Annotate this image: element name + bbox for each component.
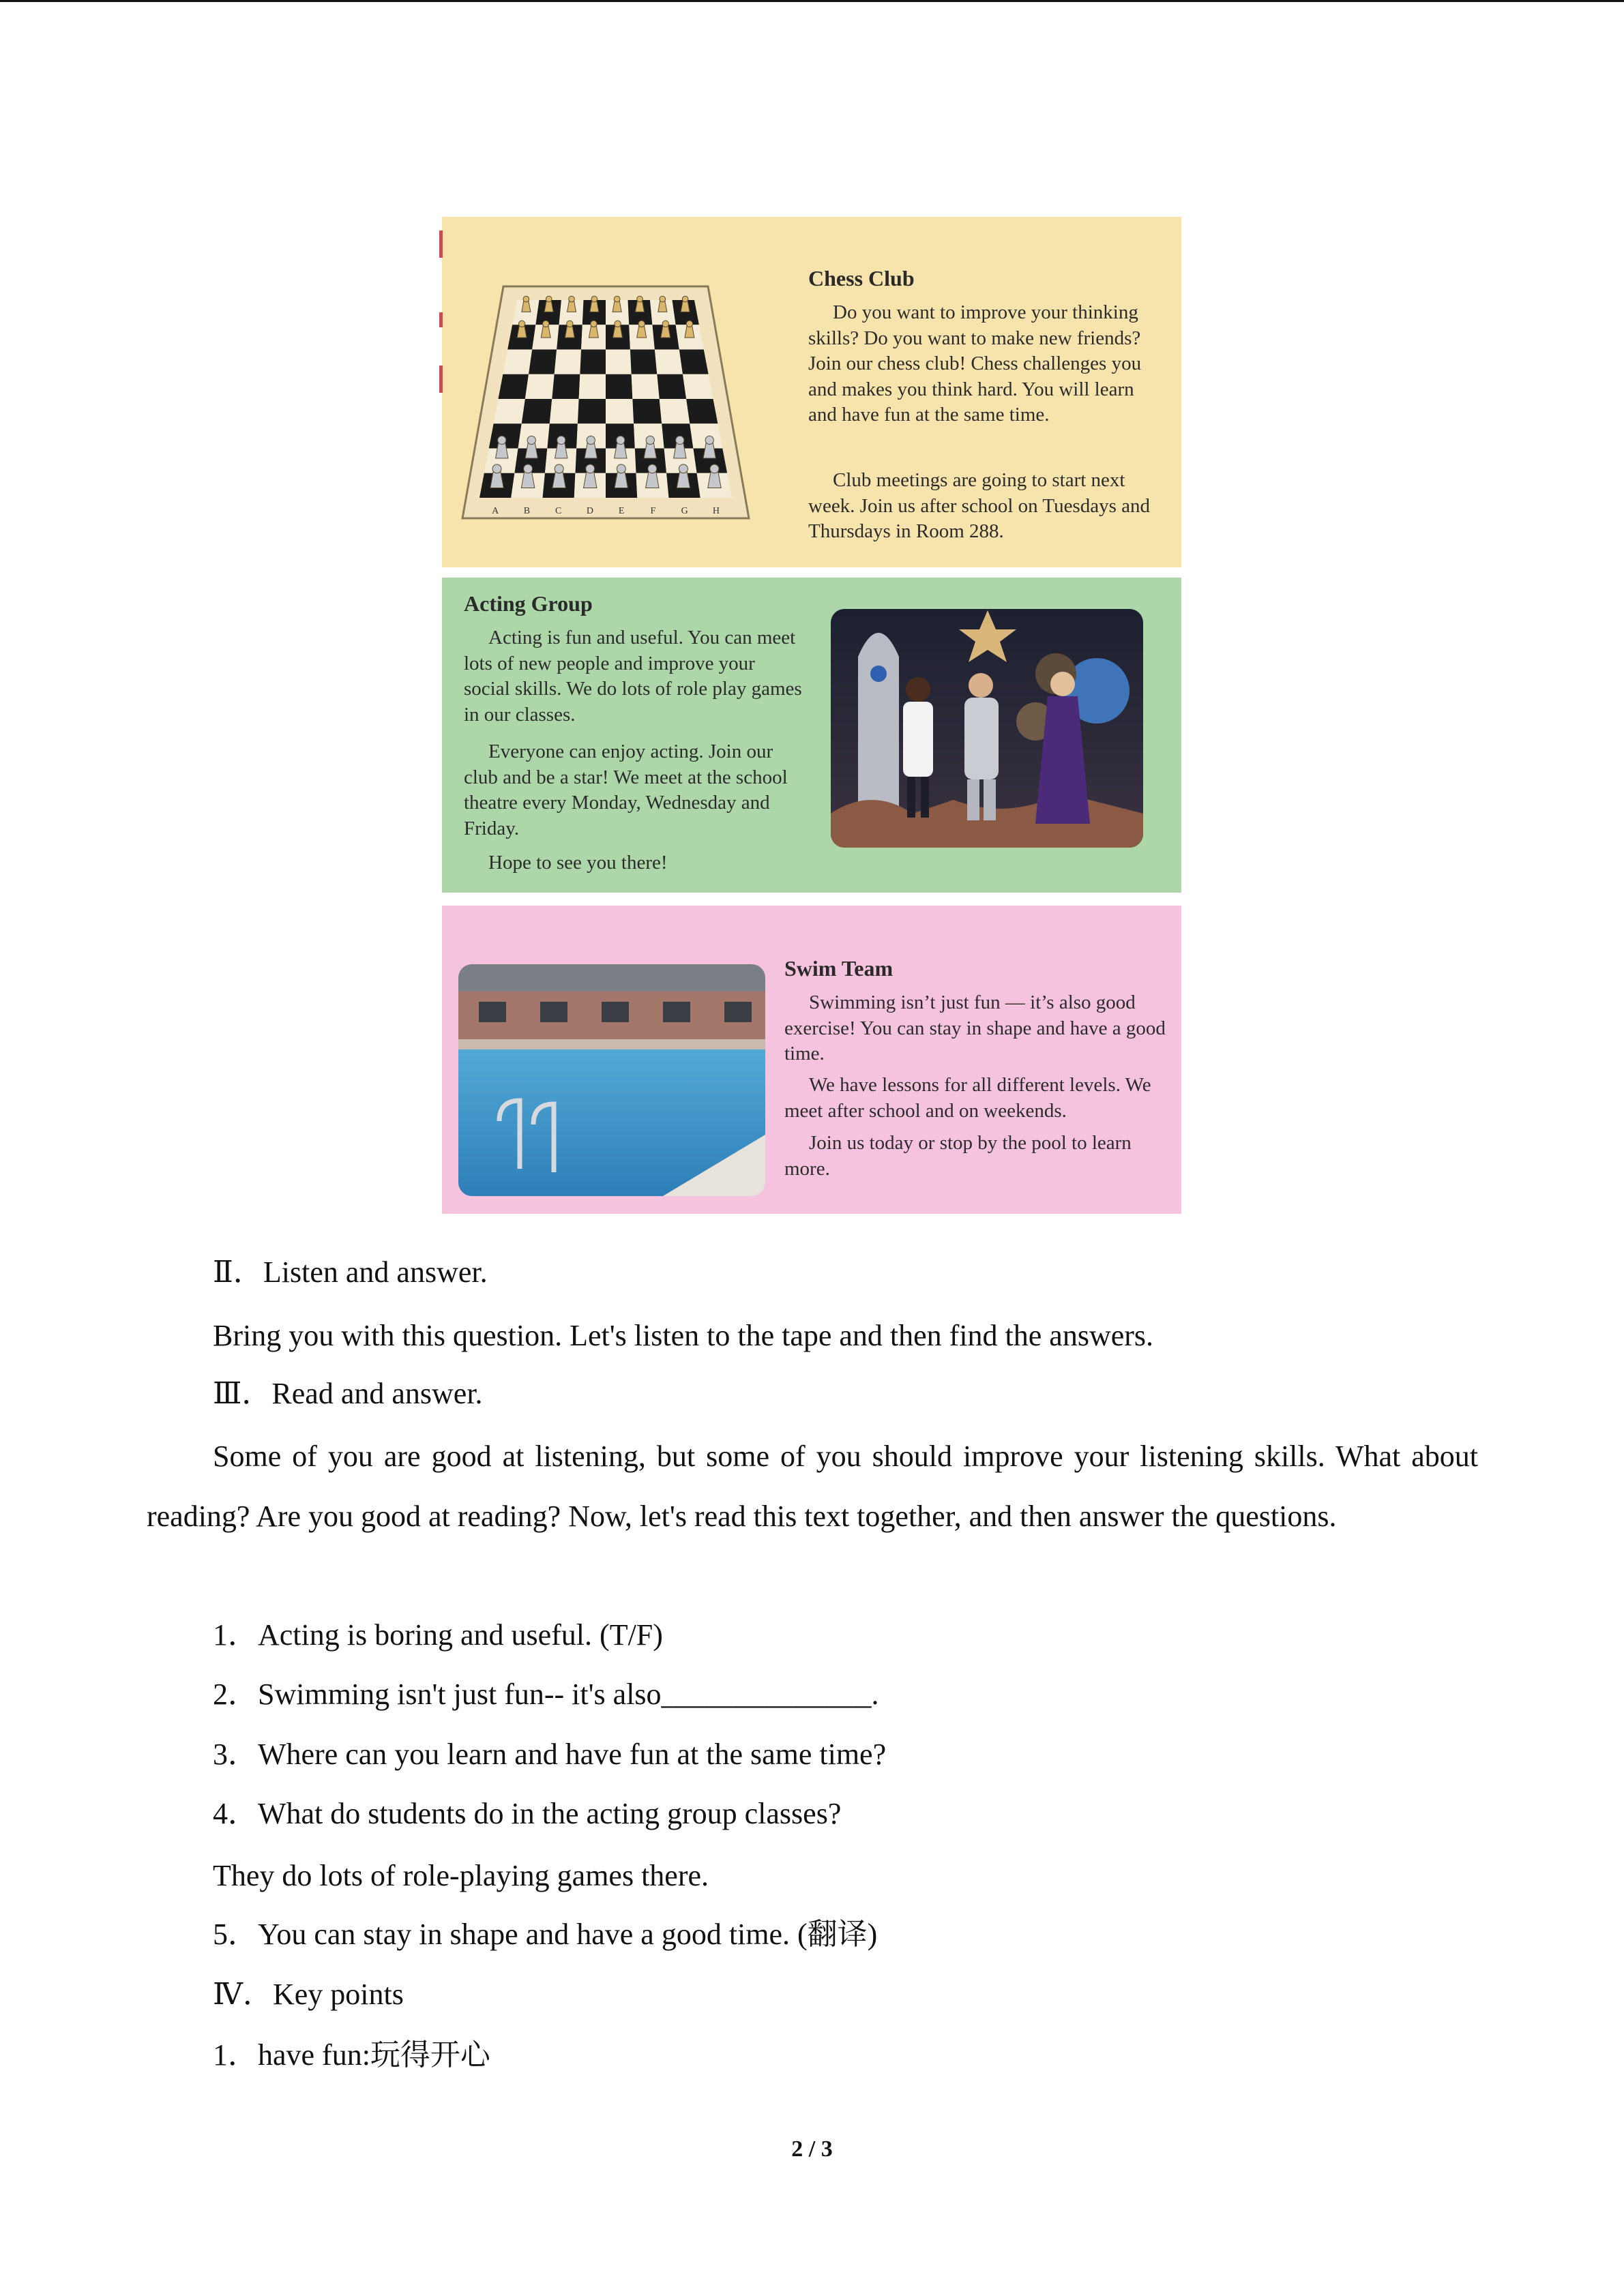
- chess-piece: [612, 296, 621, 312]
- acting-photo: [831, 609, 1143, 848]
- chess-piece: [517, 320, 527, 338]
- chess-piece: [646, 464, 659, 488]
- chess-piece: [658, 296, 667, 312]
- chess-piece: [522, 296, 531, 312]
- chessboard-square: [522, 399, 552, 423]
- chess-piece: [590, 296, 599, 312]
- chess-piece: [525, 436, 537, 458]
- chess-piece: [637, 320, 647, 338]
- key-point-1: 1．have fun:玩得开心: [213, 2038, 490, 2072]
- board-file-label: H: [712, 506, 720, 516]
- chessboard-squares: [479, 300, 732, 498]
- chess-piece: [555, 436, 567, 458]
- board-file-label: A: [492, 506, 499, 516]
- chessboard-square: [503, 350, 532, 374]
- chess-club-paragraph-2: Club meetings are going to start next week. Join us after school on Tuesdays and Thursdays in Room 288.: [808, 469, 1151, 542]
- chessboard-square: [606, 399, 634, 423]
- board-file-label: B: [523, 506, 531, 516]
- textbook-excerpt: [442, 217, 1181, 1214]
- board-file-label: C: [555, 506, 562, 516]
- chess-piece: [674, 436, 686, 458]
- board-file-label: G: [681, 506, 688, 516]
- chessboard-square: [552, 374, 580, 399]
- chessboard-square: [679, 350, 709, 374]
- chess-piece: [685, 320, 694, 338]
- chess-piece: [615, 464, 628, 488]
- chessboard-square: [529, 350, 557, 374]
- question-5: 5．You can stay in shape and have a good time. (翻译): [213, 1918, 878, 1951]
- swim-team-paragraph-1: Swimming isn’t just fun — it’s also good exercise! You can stay in shape and have a good time.: [784, 992, 1166, 1064]
- chess-piece: [583, 464, 596, 488]
- section-2-text: Bring you with this question. Let's listen to the tape and then find the answers.: [213, 1319, 1154, 1352]
- section-3-text: Some of you are good at listening, but some of you should improve your listening skills. What about reading? Are you good at reading? Now, let's read this text together, and then answer the questions.: [147, 1440, 1478, 1533]
- chess-piece: [613, 320, 623, 338]
- board-file-label: F: [650, 506, 656, 516]
- chessboard-square: [494, 399, 525, 423]
- section-4-heading: Ⅳ．Key points: [213, 1978, 404, 2011]
- acting-group-panel: [442, 578, 1181, 893]
- chess-piece: [585, 436, 597, 458]
- question-4: 4．What do students do in the acting group classes?: [213, 1797, 842, 1830]
- question-3: 3．Where can you learn and have fun at the same time?: [213, 1738, 887, 1771]
- chess-piece: [677, 464, 690, 488]
- margin-mark: [439, 230, 443, 258]
- chess-club-panel: [442, 217, 1181, 567]
- swim-team-title: Swim Team: [784, 956, 894, 981]
- chess-piece: [567, 296, 576, 312]
- chess-piece: [681, 296, 690, 312]
- chessboard-square: [525, 374, 555, 399]
- swim-team-paragraph-2: We have lessons for all different levels. We meet after school and on weekends.: [784, 1074, 1151, 1122]
- chessboard-square: [660, 399, 690, 423]
- chess-piece: [496, 436, 508, 458]
- chess-piece: [521, 464, 534, 488]
- top-rule: [0, 0, 1624, 2]
- board-file-label: E: [618, 506, 625, 516]
- chess-piece: [644, 436, 656, 458]
- margin-mark: [439, 312, 443, 327]
- chessboard-square: [555, 350, 581, 374]
- chessboard-square: [580, 350, 606, 374]
- acting-group-paragraph-3: Hope to see you there!: [488, 852, 668, 874]
- chessboard-square: [579, 374, 606, 399]
- chessboard-square: [606, 350, 632, 374]
- chessboard-square: [657, 374, 686, 399]
- chessboard-square: [578, 399, 606, 423]
- chess-club-paragraph-1: Do you want to improve your thinking skills? Do you want to make new friends? Join our chess club! Chess challenges you and makes you think hard. You will learn and have fun at the same time.: [808, 301, 1142, 426]
- question-1: 1．Acting is boring and useful. (T/F): [213, 1618, 663, 1652]
- chess-piece: [552, 464, 565, 488]
- section-3-heading: Ⅲ．Read and answer.: [213, 1377, 483, 1410]
- chess-piece: [703, 436, 715, 458]
- page-number: 2 / 3: [791, 2136, 833, 2162]
- swim-team-paragraph-3: Join us today or stop by the pool to learn more.: [784, 1132, 1132, 1180]
- acting-group-title: Acting Group: [464, 591, 593, 616]
- chess-piece: [541, 320, 550, 338]
- chessboard-square: [632, 399, 662, 423]
- chess-piece: [544, 296, 553, 312]
- chessboard-square: [499, 374, 529, 399]
- chessboard-square: [683, 374, 713, 399]
- chess-piece: [589, 320, 598, 338]
- acting-group-paragraph-2: Everyone can enjoy acting. Join our club and be a star! We meet at the school theatre every Monday, Wednesday and Friday.: [464, 741, 788, 839]
- swimming-pool-photo: [458, 964, 765, 1196]
- chess-club-title: Chess Club: [808, 266, 915, 290]
- question-2: 2．Swimming isn't just fun-- it's also______________.: [213, 1678, 879, 1711]
- chessboard-square: [606, 374, 632, 399]
- chessboard-square: [630, 350, 657, 374]
- chessboard-square: [655, 350, 683, 374]
- chess-piece: [615, 436, 627, 458]
- margin-mark: [439, 366, 443, 393]
- chess-piece: [565, 320, 574, 338]
- board-file-label: D: [586, 506, 593, 516]
- section-2-heading: Ⅱ．Listen and answer.: [213, 1255, 488, 1289]
- chessboard-image: [456, 245, 756, 546]
- answer-4: They do lots of role-playing games there.: [213, 1859, 709, 1892]
- chessboard-square: [632, 374, 660, 399]
- chess-piece: [490, 464, 503, 488]
- chessboard-square: [550, 399, 579, 423]
- swim-team-panel: [442, 906, 1181, 1214]
- chess-piece: [708, 464, 721, 488]
- acting-group-paragraph-1: Acting is fun and useful. You can meet lots of new people and improve your social skills. We do lots of role play games in our classes.: [464, 627, 802, 726]
- chess-piece: [635, 296, 644, 312]
- chess-piece: [661, 320, 670, 338]
- chessboard-square: [686, 399, 718, 423]
